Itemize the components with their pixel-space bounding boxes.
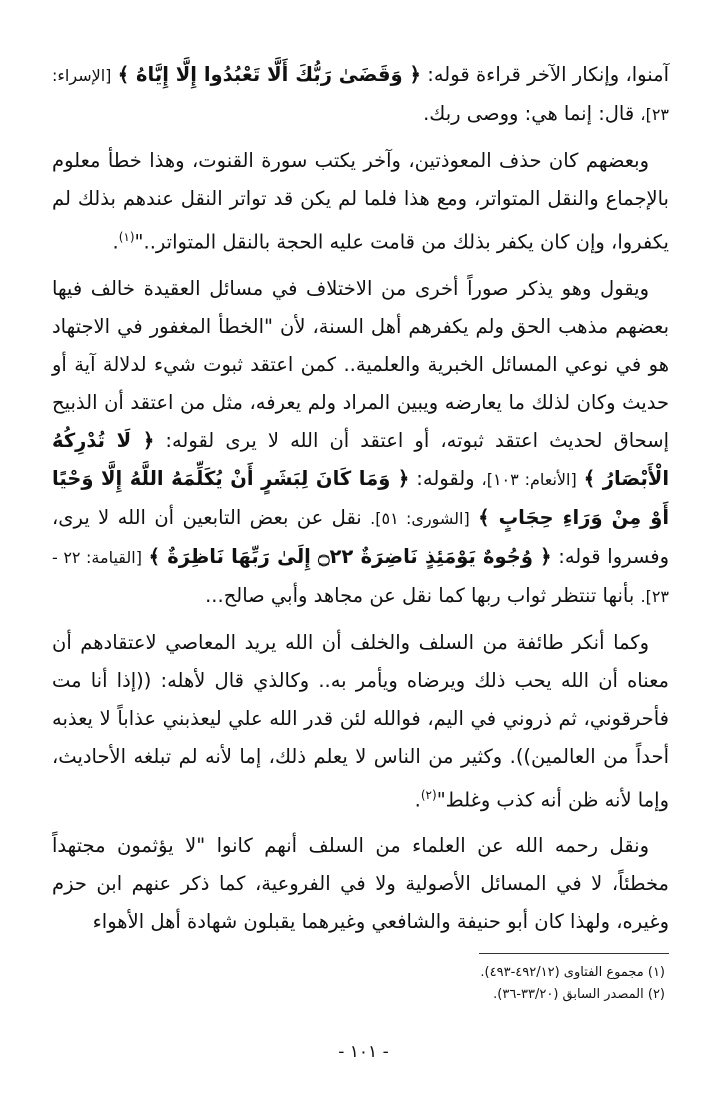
footnote-1: (١) مجموع الفتاوى (٤٩٢/١٢-٤٩٣).	[480, 965, 665, 980]
quran-verse: ﴿ وَقَضَىٰ رَبُّكَ أَلَّا تَعْبُدُوا إِلَّا إِيَّاهُ ﴾	[117, 63, 421, 86]
footnote-marker: (١)	[118, 230, 135, 244]
p5-text: ونقل رحمه الله عن العلماء من السلف أنهم كانوا "لا يؤثمون مجتهداً مخطئاً، لا في المسائل الأصولية ولا في الفروعية، كما ذكر عنهم ابن حزم وغيره، ولهذا كان أبو حنيفة والشافعي وغيرهما يقبلون شهادة أهل الأهواء	[52, 834, 669, 933]
footnote-2: (٢) المصدر السابق (٣٣/٢٠-٣٦).	[493, 987, 665, 1002]
footnotes	[60, 962, 665, 1006]
p1-text-b: قال: إنما هي: ووصى ربك.	[423, 102, 635, 125]
p4-end: .	[414, 788, 421, 811]
page-number: - ١٠١ -	[338, 1042, 389, 1062]
paragraph-5	[52, 827, 669, 941]
paragraph-2: وبعضهم كان حذف المعوذتين، وآخر يكتب سورة القنوت، وهذا خطأ معلوم بالإجماع والنقل المتواتر، ومع هذا فلما لم يكن قد تواتر النقل عندهم بذلك لم يكفروا، وإن كان يكفر بذلك من قامت عليه الحجة بالنقل المتواتر.."$^{(١)}$.	[52, 149, 669, 254]
verse-reference: [القيامة: ٢٢ - ٢٣].	[52, 547, 669, 606]
p3-text-a: ويقول وهو يذكر صوراً أخرى من الاختلاف في مسائل العقيدة خالف فيها بعضهم مذهب الحق ولم يكفرهم أهل السنة، لأن "الخطأ المغفور في الاجتهاد هو في نوعي المسائل الخبرية والعلمية.. كمن اعتقد ثبوت شيء لدلالة آية أو حديث وكان لذلك ما يعارضه ويبين المراد ولم يعرفه، مثل من اعتقد أن الذبيح إسحاق لحديث اعتقد ثبوته، أو اعتقد أن الله لا يرى لقوله:	[52, 276, 669, 452]
p3-text-d: بأنها تنتظر ثواب ربها كما نقل عن مجاهد وأبي صالح...	[205, 583, 635, 607]
verse-reference: [الشورى: ٥١].	[370, 508, 470, 528]
body-text	[52, 56, 669, 949]
footnote-divider	[479, 953, 669, 954]
p4-text: وكما أنكر طائفة من السلف والخلف أن الله يريد المعاصي لاعتقادهم أن معناه أن الله يحب ذلك ويرضاه ويأمر به.. وكالذي قال لأهله: ((إذا أنا مت فأحرقوني، ثم ذروني في اليم، فوالله لئن قدر الله علي ليعذبني عذاباً لا يعذبه أحداً من العالمين)). وكثير من الناس لا يعلم ذلك، إما لأنه لم تبلغه الأحاديث، وإما لأنه ظن أنه كذب وغلط"	[52, 630, 669, 811]
paragraph-1	[52, 56, 669, 134]
p2-text: وبعضهم كان حذف المعوذتين، وآخر يكتب سورة القنوت، وهذا خطأ معلوم بالإجماع والنقل المتواتر، ومع هذا فلما لم يكن قد تواتر النقل عندهم بذلك لم يكفروا، وإن كان يكفر بذلك من قامت عليه الحجة بالنقل المتواتر.."	[52, 149, 669, 254]
verse-reference: [الإسراء: ٢٣]،	[52, 66, 669, 124]
paragraph-4	[52, 624, 669, 820]
paragraph-3	[52, 270, 669, 616]
p3-text-b: ولقوله:	[416, 466, 475, 490]
quran-verse: ﴿ وُجُوهٌ يَوْمَئِذٍ نَاضِرَةٌ ۝٢٢ إِلَىٰ رَبِّهَا نَاظِرَةٌ ﴾	[148, 544, 552, 568]
quran-verse: ﴿ وَمَا كَانَ لِبَشَرٍ أَنْ يُكَلِّمَهُ اللَّهُ إِلَّا وَحْيًا أَوْ مِنْ وَرَاءِ حِجَابٍ ﴾	[52, 466, 670, 529]
p3-text-c: نقل عن بعض التابعين أن الله لا يرى، وفسروا قوله:	[52, 505, 670, 568]
footnote-marker: (٢)	[420, 787, 437, 802]
quran-verse: ﴿ لَا تُدْرِكُهُ الْأَبْصَارُ ﴾	[52, 428, 670, 490]
verse-reference: [الأنعام: ١٠٣]،	[481, 469, 577, 489]
p1-text-a: آمنوا، وإنكار الآخر قراءة قوله:	[427, 63, 670, 86]
